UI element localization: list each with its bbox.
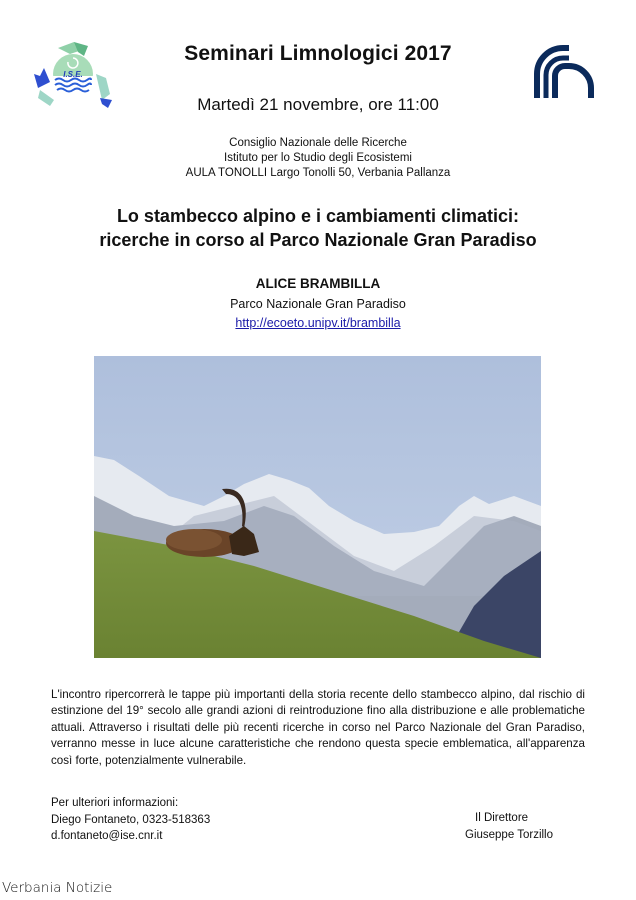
signature-name: Giuseppe Torzillo — [465, 828, 554, 841]
ibex-photo — [94, 356, 541, 658]
watermark: Verbania Notizie — [2, 880, 113, 896]
event-date: Martedì 21 novembre, ore 11:00 — [197, 95, 439, 114]
institution-name: Consiglio Nazionale delle Ricerche — [229, 137, 407, 149]
contact-person: Diego Fontaneto, 0323-518363 — [51, 813, 211, 826]
ibex-mountain-image — [94, 356, 541, 658]
page-title: Seminari Limnologici 2017 — [184, 42, 452, 65]
talk-title — [0, 204, 636, 252]
contact-email[interactable]: d.fontaneto@ise.cnr.it — [51, 830, 163, 842]
abstract-text: L'incontro ripercorrerà le tappe più importanti della storia recente dello stambecco alpino, dal rischio di estinzione del 19° secolo alle grandi azioni di reintroduzione fino alla distribuzione e alle problematiche attuali. Attraverso i risultati delle più recenti ricerche in corso nel Parco Nazionale del Gran Paradiso, verranno messe in luce alcune caratteristiche che rendono questa specie emblematica, all'apparenza così forte, potenzialmente vulnerabile. — [51, 688, 585, 767]
signature-role: Il Direttore — [475, 812, 529, 824]
signature-block — [465, 810, 553, 843]
svg-text:I.S.E.: I.S.E. — [63, 70, 83, 79]
speaker-name: ALICE BRAMBILLA — [255, 276, 381, 291]
talk-title-line-1: Lo stambecco alpino e i cambiamenti climatici: — [116, 206, 520, 226]
venue-address: AULA TONOLLI Largo Tonolli 50, Verbania Pallanza — [185, 167, 451, 179]
contact-label: Per ulteriori informazioni: — [51, 797, 179, 809]
speaker-affiliation: Parco Nazionale Gran Paradiso — [230, 297, 406, 311]
institution-block — [0, 136, 636, 181]
contact-block — [51, 795, 210, 845]
talk-title-line-2: ricerche in corso al Parco Nazionale Gran Paradiso — [99, 230, 537, 250]
speaker-link[interactable]: http://ecoeto.unipv.it/brambilla — [235, 316, 401, 330]
institute-name: Istituto per lo Studio degli Ecosistemi — [224, 152, 412, 164]
